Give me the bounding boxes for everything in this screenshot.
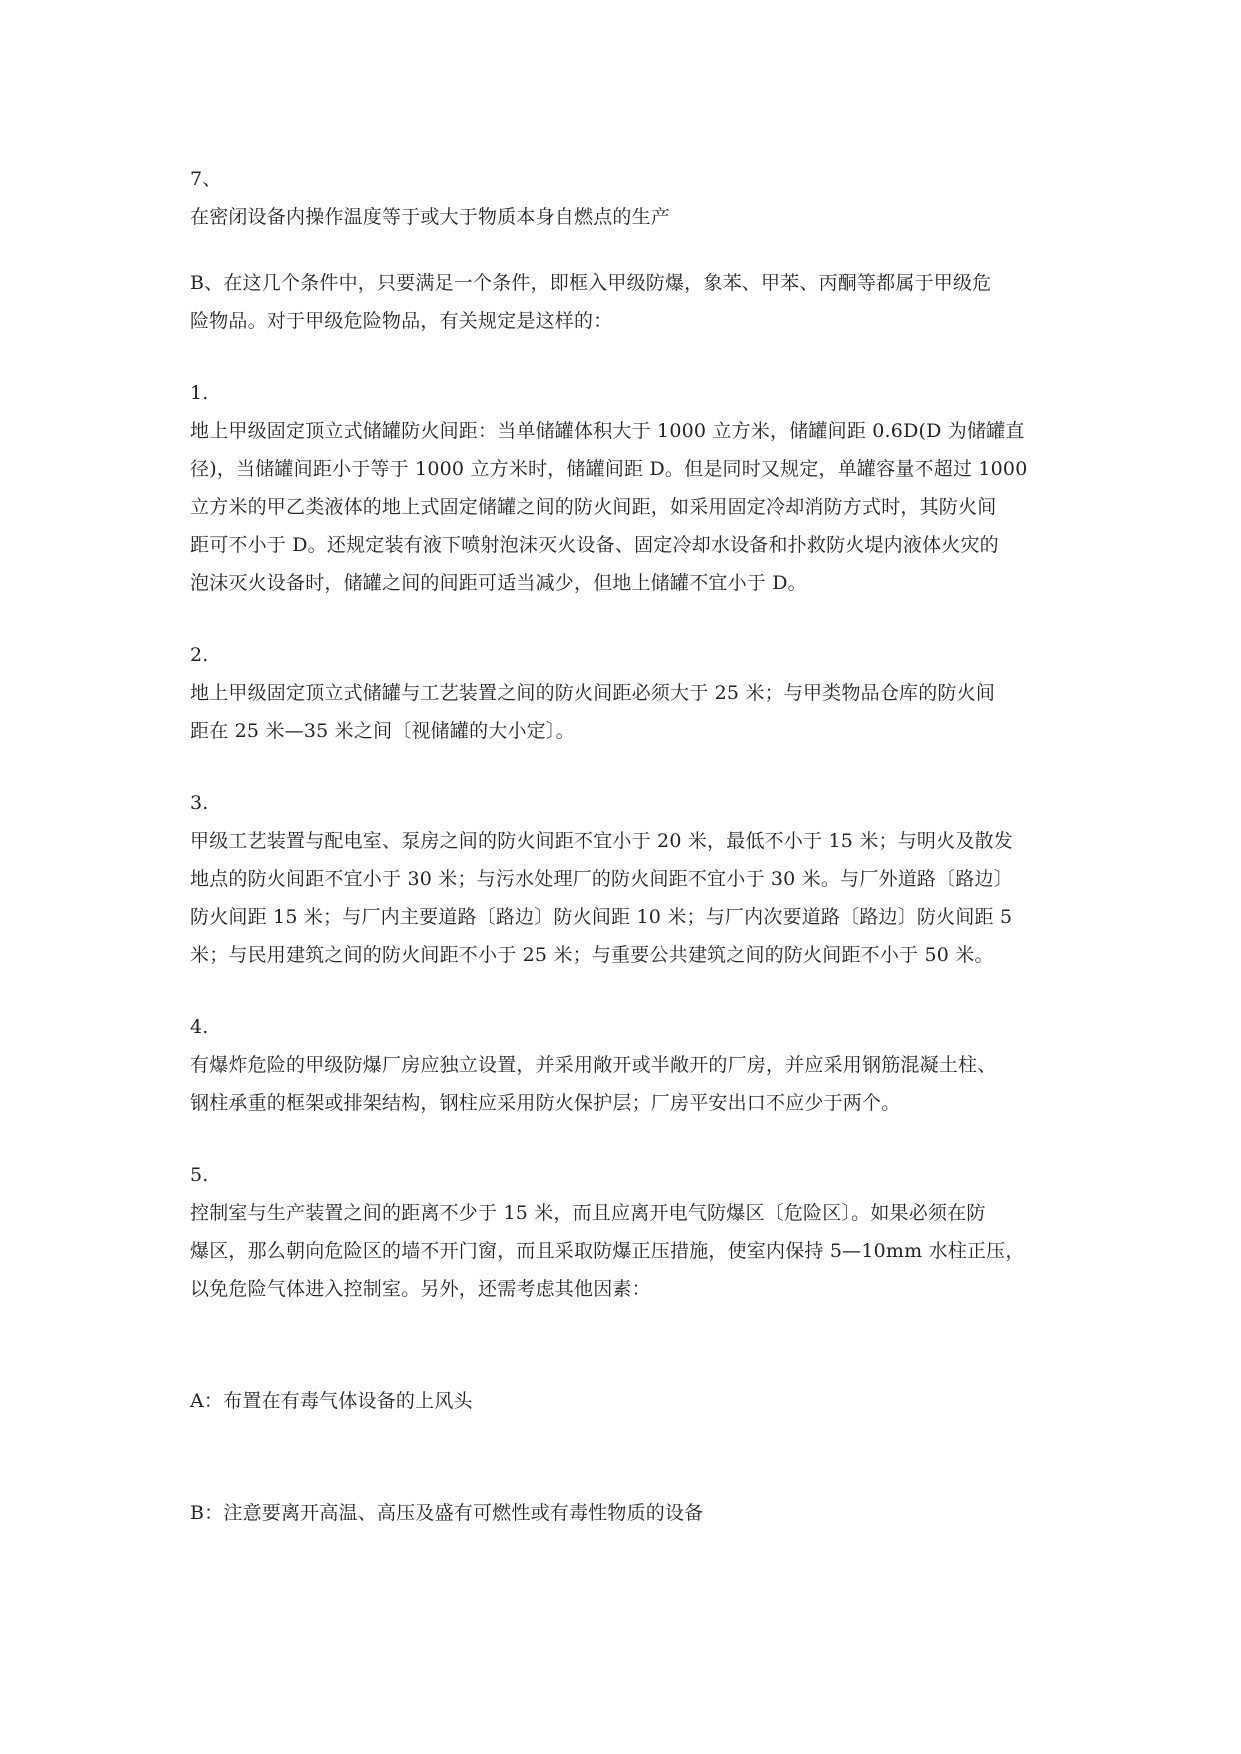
paragraph-line: 距在 25 米—35 米之间〔视储罐的大小定〕。 — [190, 720, 575, 742]
factor-b: B：注意要离开高温、高压及盛有可燃性或有毒性物质的设备 — [190, 1502, 704, 1524]
intro-paragraph — [190, 264, 1050, 340]
paragraph-line: 以免危险气体进入控制室。另外，还需考虑其他因素： — [190, 1278, 651, 1300]
paragraph-line: B、在这几个条件中，只要满足一个条件，即框入甲级防爆，象苯、甲苯、丙酮等都属于甲级危 — [190, 272, 992, 294]
paragraph-line: 防火间距 15 米；与厂内主要道路〔路边〕防火间距 10 米；与厂内次要道路〔路边〕防火间距 5 — [190, 906, 1013, 928]
paragraph-line: 距可不小于 D。还规定装有液下喷射泡沫灭火设备、固定冷却水设备和扑救防火堤内液体火灾的 — [190, 534, 999, 556]
paragraph-line: 米；与民用建筑之间的防火间距不小于 25 米；与重要公共建筑之间的防火间距不小于 50 米。 — [190, 944, 994, 966]
paragraph-line: 有爆炸危险的甲级防爆厂房应独立设置，并采用敞开或半敞开的厂房，并应采用钢筋混凝土柱、 — [190, 1054, 997, 1076]
rule-number: 3. — [190, 792, 209, 814]
rule-number: 5. — [190, 1164, 209, 1186]
factor-a: A：布置在有毒气体设备的上风头 — [190, 1390, 473, 1412]
paragraph-line: 径)，当储罐间距小于等于 1000 立方米时，储罐间距 D。但是同时又规定，单罐容量不超过 1000 — [190, 458, 1028, 480]
paragraph-line: 钢柱承重的框架或排架结构，钢柱应采用防火保护层；厂房平安出口不应少于两个。 — [190, 1092, 901, 1114]
paragraph-line: 立方米的甲乙类液体的地上式固定储罐之间的防火间距，如采用固定冷却消防方式时，其防火间 — [190, 496, 997, 518]
rule-4 — [190, 1008, 1050, 1122]
rule-number: 2. — [190, 644, 209, 666]
rule-2 — [190, 636, 1050, 750]
paragraph-line: 地上甲级固定顶立式储罐与工艺装置之间的防火间距必须大于 25 米；与甲类物品仓库的防火间 — [190, 682, 996, 704]
rule-5 — [190, 1156, 1050, 1308]
paragraph-line: 地点的防火间距不宜小于 30 米；与污水处理厂的防火间距不宜小于 30 米。与厂外道路〔路边〕 — [190, 868, 1013, 890]
item-7-number: 7、 — [190, 168, 222, 190]
paragraph-line: 甲级工艺装置与配电室、泵房之间的防火间距不宜小于 20 米，最低不小于 15 米；与明火及散发 — [190, 830, 1013, 852]
rule-3 — [190, 784, 1050, 974]
rule-number: 1. — [190, 382, 209, 404]
rule-1 — [190, 374, 1050, 602]
document-body — [190, 160, 1050, 1532]
paragraph-line: 爆区，那么朝向危险区的墙不开门窗，而且采取防爆正压措施，使室内保持 5—10mm 水柱正压， — [190, 1240, 1025, 1262]
rule-number: 4. — [190, 1016, 209, 1038]
paragraph-line: 泡沫灭火设备时，储罐之间的间距可适当减少，但地上储罐不宜小于 D。 — [190, 572, 807, 594]
item-7-text: 在密闭设备内操作温度等于或大于物质本身自燃点的生产 — [190, 206, 671, 228]
paragraph-line: 地上甲级固定顶立式储罐防火间距：当单储罐体积大于 1000 立方米，储罐间距 0.6D(D 为储罐直 — [190, 420, 1025, 442]
paragraph-line: 控制室与生产装置之间的距离不少于 15 米，而且应离开电气防爆区〔危险区〕。如果必须在防 — [190, 1202, 986, 1224]
paragraph-line: 险物品。对于甲级危险物品，有关规定是这样的： — [190, 310, 613, 332]
